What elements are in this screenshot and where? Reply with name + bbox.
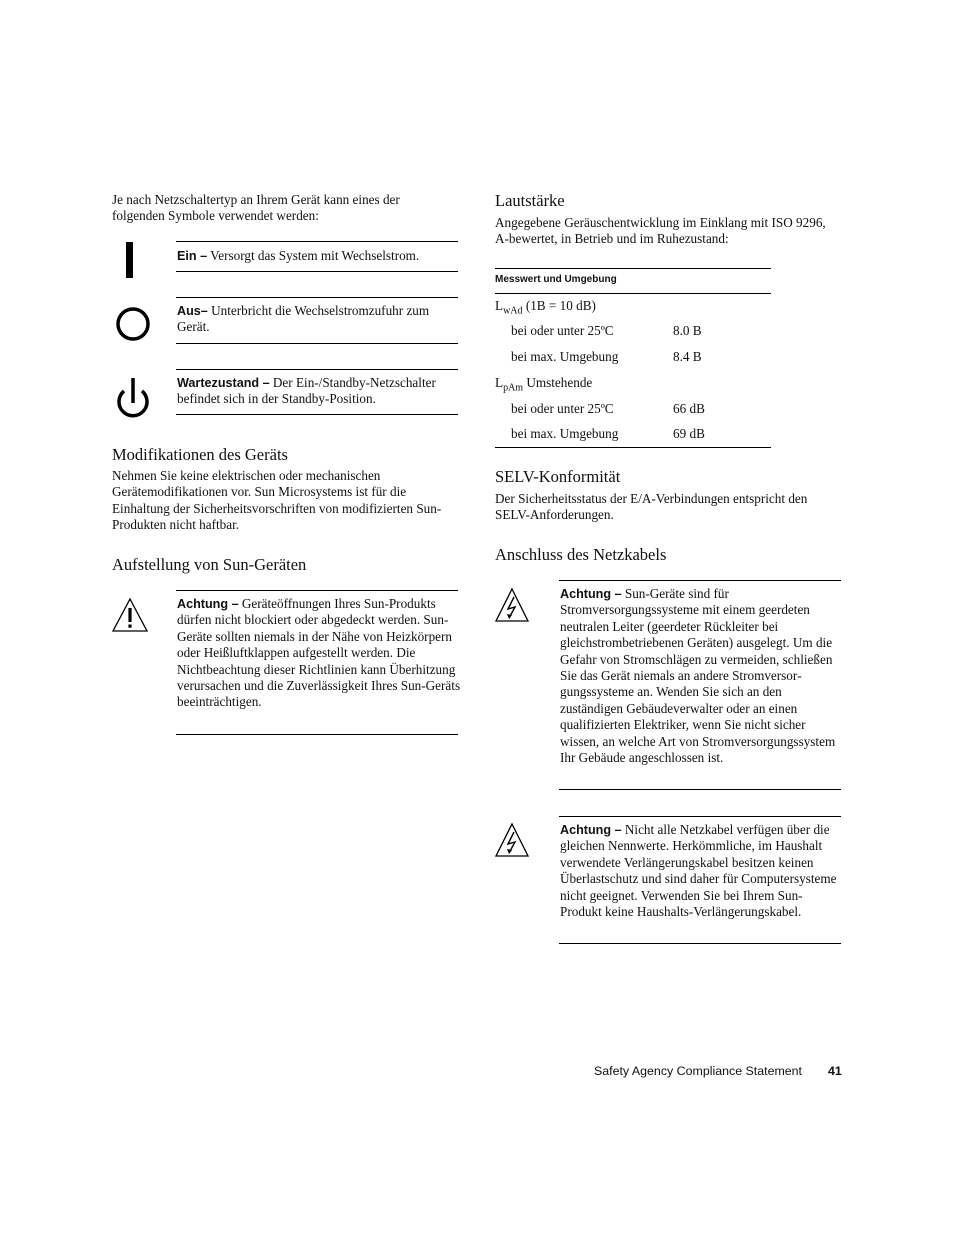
symbol-standby-term: Wartezustand – [177, 376, 270, 390]
symbol-on-text: Versorgt das System mit Wechselstrom. [207, 248, 420, 263]
table-header-rule [495, 293, 771, 294]
divider [176, 734, 458, 735]
lpam-subscript: pAm [503, 382, 524, 394]
table-cell-value: 8.0 B [673, 323, 702, 338]
power-cord-caution-1-term: Achtung – [560, 587, 622, 601]
power-on-icon [126, 242, 136, 285]
electrical-hazard-icon [494, 822, 530, 863]
table-cell-condition: bei max. Umgebung [511, 426, 619, 441]
divider [559, 580, 841, 581]
symbol-off-description [177, 303, 459, 336]
table-row [511, 323, 771, 339]
table-row [511, 426, 771, 442]
warning-exclamation-icon [111, 597, 149, 638]
placement-caution [177, 596, 461, 711]
table-header: Messwert und Umgebung [495, 274, 617, 285]
table-top-rule [495, 268, 771, 269]
placement-caution-text: Geräteöffnungen Ihres Sun-Produkts dürfen nicht blockiert oder abgedeckt werden. Sun-Geräte sollten niemals in der Nähe von Heizkörpern oder Heißluftklappen aufgestellt werden. Die Nichtbeachtung dieser Richtlinien kann Überhitzung verursachen und die Zuverlässigkeit Ihres Sun-Geräts beeinträchtigen. [177, 596, 461, 710]
table-row [511, 349, 771, 365]
divider [176, 590, 458, 591]
power-cord-caution-1 [560, 586, 844, 766]
placement-caution-term: Achtung – [177, 597, 239, 611]
divider [176, 343, 458, 344]
symbol-on-description [177, 248, 459, 264]
electrical-hazard-icon [494, 587, 530, 628]
placement-heading: Aufstellung von Sun-Geräten [112, 555, 307, 574]
selv-heading: SELV-Konformität [495, 467, 621, 486]
table-group-lpam [495, 375, 592, 397]
modifications-text: Nehmen Sie keine elektrischen oder mechanischen Gerätemodifikationen vor. Sun Microsystems ist für die Einhaltung der Sicherheitsvorschriften von modifizierten Sun-Produkten nicht haftbar. [112, 468, 442, 533]
intro-text: Je nach Netzschaltertyp an Ihrem Gerät kann eines der folgenden Symbole verwendet werden: [112, 192, 400, 224]
lpam-symbol: L [495, 375, 504, 390]
table-cell-condition: bei oder unter 25ºC [511, 401, 614, 416]
symbol-off-text: Unterbricht die Wechselstromzufuhr zum Gerät. [177, 303, 430, 335]
power-cord-heading: Anschluss des Netzkabels [495, 545, 667, 564]
table-bottom-rule [495, 447, 771, 448]
table-cell-value: 66 dB [673, 401, 705, 416]
divider [176, 241, 458, 242]
table-cell-condition: bei oder unter 25ºC [511, 323, 614, 338]
standby-icon [114, 376, 154, 429]
power-cord-caution-2-text: Nicht alle Netzkabel verfügen über die gleichen Nennwerte. Herkömmliche, im Haushalt verwendete Verlängerungskabel besitzen keinen Überlastschutz und sind daher für Computersysteme nicht geeignet. Verwenden Sie bei Ihrem Sun-Produkt keine Haushalts-Verlängerungskabel. [560, 822, 837, 920]
modifications-heading: Modifikationen des Geräts [112, 445, 288, 464]
symbol-off-term: Aus– [177, 304, 208, 318]
lpam-label: Umstehende [523, 375, 593, 390]
table-cell-condition: bei max. Umgebung [511, 349, 619, 364]
volume-heading: Lautstärke [495, 191, 565, 210]
divider [176, 414, 458, 415]
power-cord-caution-2-term: Achtung – [560, 823, 622, 837]
symbol-on-term: Ein – [177, 249, 208, 263]
lwad-symbol: L [495, 298, 504, 313]
table-group-lwad [495, 298, 596, 320]
symbol-standby-text: Der Ein-/Standby-Netzschalter befindet sich in der Standby-Position. [177, 375, 436, 407]
lwad-subscript: wAd [503, 305, 523, 317]
power-cord-caution-2 [560, 822, 844, 920]
divider [559, 789, 841, 790]
symbol-standby-description [177, 375, 461, 408]
power-off-icon [115, 306, 151, 347]
power-cord-caution-1-text: Sun-Geräte sind für Stromversorgungssysteme mit einem geerdeten neutralen Leiter (geerdeter Rückleiter bei gleichstrombetriebenen Geräten) ausgelegt. Um die Gefahr von Stromschlägen zu vermeiden, schließen Sie das Gerät niemals an andere Stromversorgungssysteme an. Wenden Sie sich an den zuständigen Gebäudeverwalter oder an einen qualifizierten Elektriker, wenn Sie nicht sicher wissen, an welche Art von Stromversorgungssystem Ihr Gebäude angeschlossen ist. [560, 586, 836, 766]
divider [559, 943, 841, 944]
divider [176, 297, 458, 298]
divider [559, 816, 841, 817]
volume-text: Angegebene Geräuschentwicklung im Einklang mit ISO 9296, A-bewertet, in Betrieb und im Ruhezustand: [495, 215, 826, 247]
divider [176, 271, 458, 272]
table-cell-value: 8.4 B [673, 349, 702, 364]
divider [176, 369, 458, 370]
lwad-label: (1B = 10 dB) [522, 298, 596, 313]
table-cell-value: 69 dB [673, 426, 705, 441]
footer-title: Safety Agency Compliance Statement [594, 1064, 803, 1078]
table-row [511, 401, 771, 417]
selv-text: Der Sicherheitsstatus der E/A-Verbindungen entspricht den SELV-Anforderungen. [495, 491, 808, 523]
page-number: 41 [828, 1064, 842, 1078]
